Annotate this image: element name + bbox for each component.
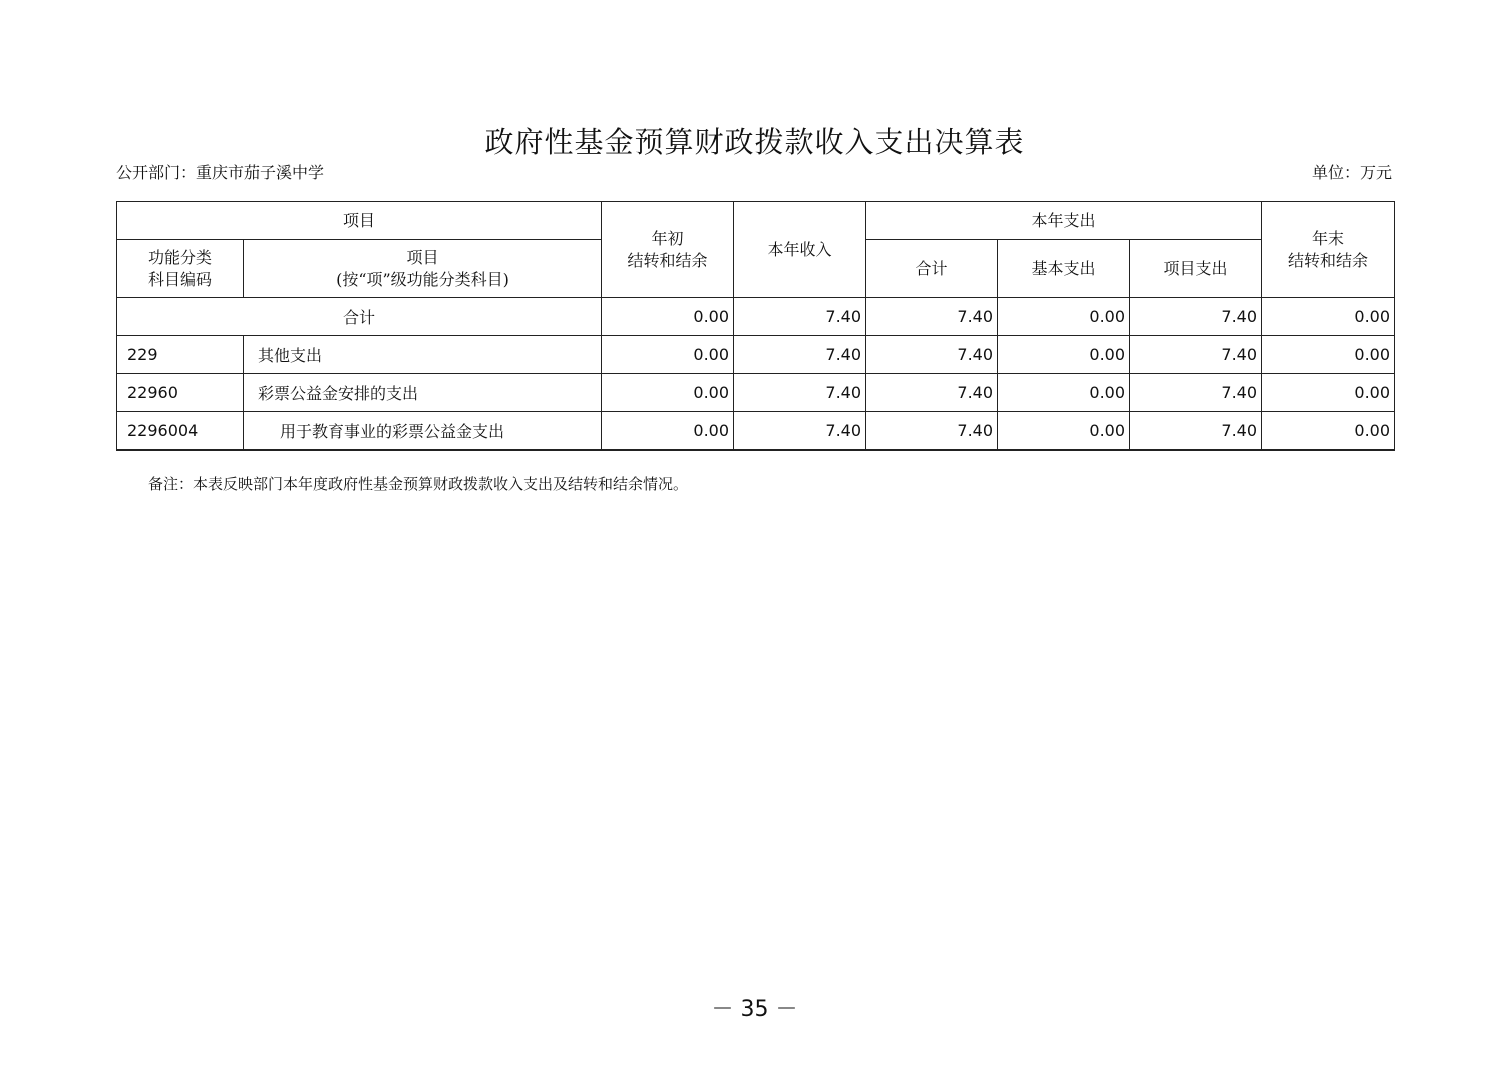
total-label: 合计 xyxy=(117,298,602,336)
header-func-code: 功能分类 科目编码 xyxy=(117,240,244,298)
page-number: － 35 － xyxy=(711,997,798,1022)
header-item-name: 项目 (按“项”级功能分类科目) xyxy=(244,240,602,298)
budget-table xyxy=(116,201,1395,451)
row-exp-basic: 0.00 xyxy=(998,374,1130,412)
header-item-group: 项目 xyxy=(117,202,602,240)
row-income: 7.40 xyxy=(734,336,866,374)
header-row-1 xyxy=(117,202,1395,240)
unit-label: 单位：万元 xyxy=(1311,163,1392,182)
row-opening: 0.00 xyxy=(602,412,734,451)
header-exp-basic: 基本支出 xyxy=(998,240,1130,298)
row-code: 2296004 xyxy=(117,412,244,451)
row-exp-total: 7.40 xyxy=(866,374,998,412)
row-opening: 0.00 xyxy=(602,336,734,374)
header-closing-balance: 年末 结转和结余 xyxy=(1262,202,1395,298)
header-exp-total: 合计 xyxy=(866,240,998,298)
row-exp-total: 7.40 xyxy=(866,412,998,451)
total-closing: 0.00 xyxy=(1262,298,1395,336)
row-code: 229 xyxy=(117,336,244,374)
row-exp-project: 7.40 xyxy=(1130,374,1262,412)
row-closing: 0.00 xyxy=(1262,412,1395,451)
table-row xyxy=(117,374,1395,412)
total-exp-basic: 0.00 xyxy=(998,298,1130,336)
row-opening: 0.00 xyxy=(602,374,734,412)
header-expenditure-group: 本年支出 xyxy=(866,202,1262,240)
row-name: 彩票公益金安排的支出 xyxy=(244,374,602,412)
table-row xyxy=(117,412,1395,451)
row-code: 22960 xyxy=(117,374,244,412)
table-row xyxy=(117,336,1395,374)
footnote: 备注：本表反映部门本年度政府性基金预算财政拨款收入支出及结转和结余情况。 xyxy=(148,475,689,493)
page-title: 政府性基金预算财政拨款收入支出决算表 xyxy=(484,125,1025,159)
total-exp-project: 7.40 xyxy=(1130,298,1262,336)
row-closing: 0.00 xyxy=(1262,336,1395,374)
row-name: 用于教育事业的彩票公益金支出 xyxy=(244,412,602,451)
row-income: 7.40 xyxy=(734,374,866,412)
row-exp-project: 7.40 xyxy=(1130,336,1262,374)
row-income: 7.40 xyxy=(734,412,866,451)
total-exp-total: 7.40 xyxy=(866,298,998,336)
total-opening: 0.00 xyxy=(602,298,734,336)
row-closing: 0.00 xyxy=(1262,374,1395,412)
department-label: 公开部门：重庆市茄子溪中学 xyxy=(116,163,325,182)
row-exp-basic: 0.00 xyxy=(998,412,1130,451)
total-income: 7.40 xyxy=(734,298,866,336)
total-row xyxy=(117,298,1395,336)
header-opening-balance: 年初 结转和结余 xyxy=(602,202,734,298)
row-name: 其他支出 xyxy=(244,336,602,374)
row-exp-project: 7.40 xyxy=(1130,412,1262,451)
row-exp-basic: 0.00 xyxy=(998,336,1130,374)
header-exp-project: 项目支出 xyxy=(1130,240,1262,298)
row-exp-total: 7.40 xyxy=(866,336,998,374)
header-income: 本年收入 xyxy=(734,202,866,298)
